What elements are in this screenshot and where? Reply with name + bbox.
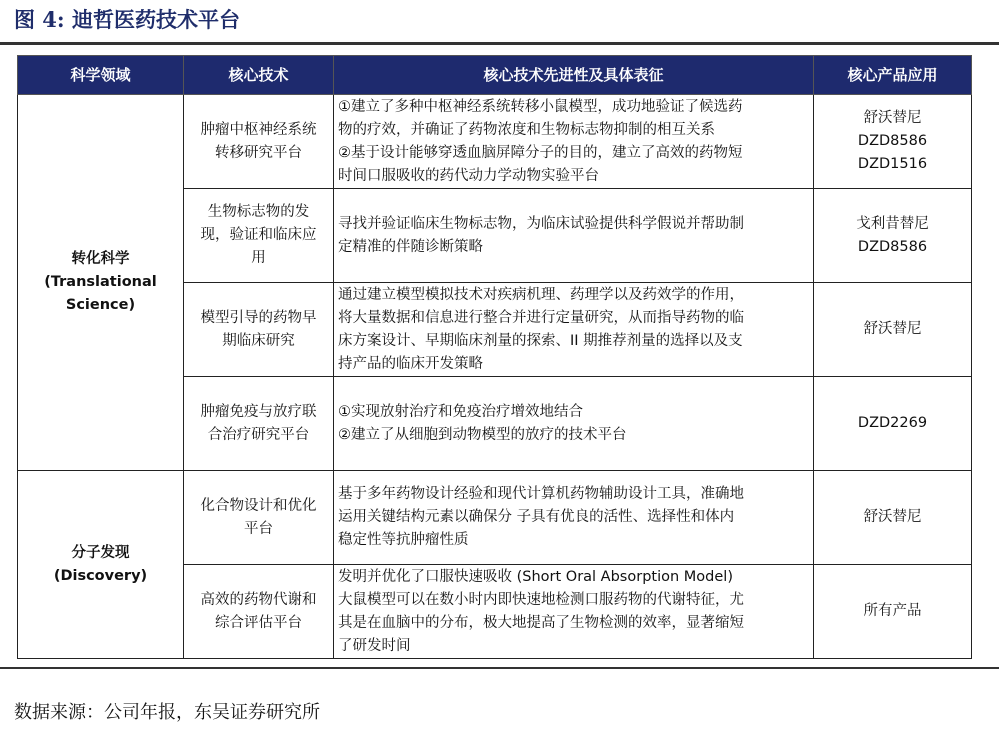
- products-cell: DZD2269: [814, 377, 972, 471]
- tech-cell: 模型引导的药物早 期临床研究: [184, 283, 334, 377]
- header-desc: 核心技术先进性及具体表征: [334, 56, 814, 95]
- desc-cell: 通过建立模型模拟技术对疾病机理、药理学以及药效学的作用， 将大量数据和信息进行整合并进行定量研究，从而指导药物的临 床方案设计、早期临床剂量的探索、II 期推荐剂量的选择以及支 持产品的临床开发策略: [334, 283, 814, 377]
- tech-cell: 化合物设计和优化 平台: [184, 471, 334, 565]
- products-cell: 所有产品: [814, 565, 972, 659]
- top-divider: [0, 42, 999, 45]
- tech-cell: 肿瘤中枢神经系统 转移研究平台: [184, 95, 334, 189]
- desc-cell: ①建立了多种中枢神经系统转移小鼠模型，成功地验证了候选药 物的疗效，并确证了药物浓度和生物标志物抑制的相互关系 ②基于设计能够穿透血脑屏障分子的目的，建立了高效的药物短 时间口服吸收的药代动力学动物实验平台: [334, 95, 814, 189]
- desc-cell: ①实现放射治疗和免疫治疗增效地结合 ②建立了从细胞到动物模型的放疗的技术平台: [334, 377, 814, 471]
- products-cell: 舒沃替尼: [814, 471, 972, 565]
- desc-cell: 发明并优化了口服快速吸收 (Short Oral Absorption Model) 大鼠模型可以在数小时内即快速地检测口服药物的代谢特征，尤 其是在血脑中的分布，极大地提高了生物检测的效率，显著缩短 了研发时间: [334, 565, 814, 659]
- table-row: [18, 95, 972, 189]
- products-cell: 戈利昔替尼 DZD8586: [814, 189, 972, 283]
- header-products: 核心产品应用: [814, 56, 972, 95]
- table-row: [18, 471, 972, 565]
- tech-platform-table: [17, 55, 972, 659]
- desc-cell: 寻找并验证临床生物标志物，为临床试验提供科学假说并帮助制 定精准的伴随诊断策略: [334, 189, 814, 283]
- tech-cell: 生物标志物的发 现，验证和临床应 用: [184, 189, 334, 283]
- domain-cell: 分子发现 (Discovery): [18, 471, 184, 659]
- domain-cell: 转化科学 (Translational Science): [18, 95, 184, 471]
- products-cell: 舒沃替尼 DZD8586 DZD1516: [814, 95, 972, 189]
- header-tech: 核心技术: [184, 56, 334, 95]
- desc-cell: 基于多年药物设计经验和现代计算机药物辅助设计工具，准确地 运用关键结构元素以确保分 子具有优良的活性、选择性和体内 稳定性等抗肿瘤性质: [334, 471, 814, 565]
- tech-cell: 肿瘤免疫与放疗联 合治疗研究平台: [184, 377, 334, 471]
- bottom-divider: [0, 667, 999, 669]
- header-domain: 科学领域: [18, 56, 184, 95]
- tech-cell: 高效的药物代谢和 综合评估平台: [184, 565, 334, 659]
- products-cell: 舒沃替尼: [814, 283, 972, 377]
- figure-title: 图 4: 迪哲医药技术平台: [14, 7, 240, 32]
- source-note: 数据来源：公司年报，东吴证券研究所: [14, 702, 320, 723]
- table-header: [18, 56, 972, 95]
